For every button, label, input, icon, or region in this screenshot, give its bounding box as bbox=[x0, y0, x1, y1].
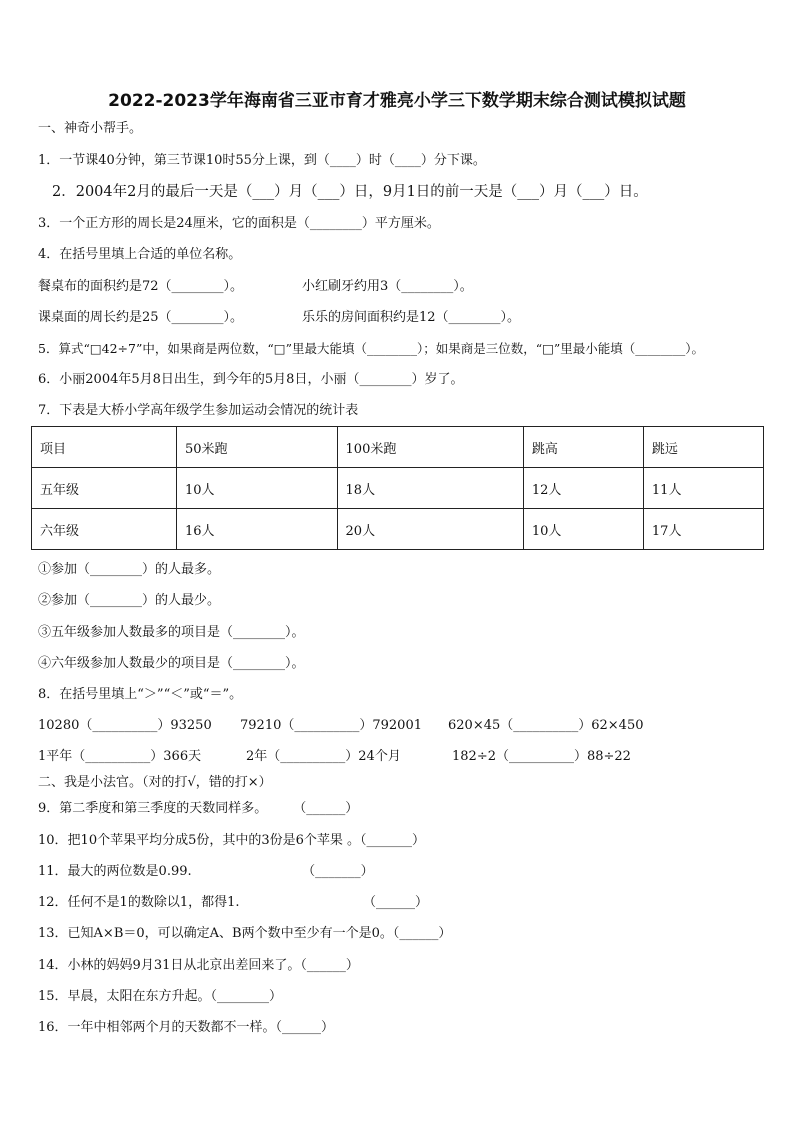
question-7-1: ①参加（________）的人最多。 bbox=[38, 562, 221, 577]
question-3: 3．一个正方形的周长是24厘米，它的面积是（________）平方厘米。 bbox=[38, 216, 440, 231]
question-10: 10．把10个苹果平均分成5份，其中的3份是6个苹果 。（_______） bbox=[38, 833, 426, 848]
question-14: 14．小林的妈妈9月31日从北京出差回来了。（______） bbox=[38, 958, 359, 973]
question-1: 1．一节课40分钟，第三节课10时55分上课，到（____）时（____）分下课。 bbox=[38, 153, 486, 168]
table-header-row bbox=[32, 427, 764, 468]
section-heading-1: 一、神奇小帮手。 bbox=[38, 121, 143, 136]
question-13: 13．已知A×B＝0，可以确定A、B两个数中至少有一个是0。（______） bbox=[38, 926, 452, 941]
question-12: 12．任何不是1的数除以1，都得1. （______） bbox=[38, 895, 428, 910]
question-7-2: ②参加（________）的人最少。 bbox=[38, 593, 221, 608]
question-4b: 小红刷牙约用3（________）。 bbox=[302, 279, 473, 294]
question-4d: 乐乐的房间面积约是12（________）。 bbox=[302, 310, 521, 325]
question-4c: 课桌面的周长约是25（________）。 bbox=[38, 310, 244, 325]
stats-table bbox=[31, 426, 764, 550]
table-cell: 10人 bbox=[523, 509, 643, 550]
table-row bbox=[32, 509, 764, 550]
question-15: 15．早晨，太阳在东方升起。（________） bbox=[38, 989, 283, 1004]
table-cell: 10人 bbox=[177, 468, 338, 509]
table-row bbox=[32, 468, 764, 509]
page-title: 2022-2023学年海南省三亚市育才雅亮小学三下数学期末综合测试模拟试题 bbox=[108, 91, 686, 111]
table-cell: 17人 bbox=[643, 509, 763, 550]
table-cell: 20人 bbox=[337, 509, 523, 550]
table-cell: 12人 bbox=[523, 468, 643, 509]
table-cell: 项目 bbox=[32, 427, 177, 468]
question-16: 16．一年中相邻两个月的天数都不一样。（______） bbox=[38, 1020, 335, 1035]
table-cell: 跳远 bbox=[643, 427, 763, 468]
table-cell: 六年级 bbox=[32, 509, 177, 550]
question-8: 8．在括号里填上“＞”“＜”或“＝”。 bbox=[38, 687, 243, 702]
question-8-item: 79210（__________）792001 bbox=[240, 718, 422, 733]
question-8-item: 10280（__________）93250 bbox=[38, 718, 212, 733]
question-7-4: ④六年级参加人数最少的项目是（________）。 bbox=[38, 656, 305, 671]
question-8-item: 620×45（__________）62×450 bbox=[448, 718, 644, 733]
table-cell: 100米跑 bbox=[337, 427, 523, 468]
question-4: 4．在括号里填上合适的单位名称。 bbox=[38, 247, 242, 262]
question-4a: 餐桌布的面积约是72（________）。 bbox=[38, 279, 244, 294]
question-6: 6．小丽2004年5月8日出生，到今年的5月8日，小丽（________）岁了。 bbox=[38, 372, 464, 387]
question-11: 11．最大的两位数是0.99. （_______） bbox=[38, 864, 374, 879]
question-8-item: 2年（__________）24个月 bbox=[246, 749, 401, 764]
question-2: 2．2004年2月的最后一天是（___）月（___）日，9月1日的前一天是（___）月（___）日。 bbox=[52, 184, 648, 200]
table-cell: 50米跑 bbox=[177, 427, 338, 468]
question-7: 7．下表是大桥小学高年级学生参加运动会情况的统计表 bbox=[38, 403, 359, 418]
table-cell: 16人 bbox=[177, 509, 338, 550]
table-cell: 18人 bbox=[337, 468, 523, 509]
table-cell: 五年级 bbox=[32, 468, 177, 509]
question-5: 5．算式“□42÷7”中，如果商是两位数，“□”里最大能填（________）；如果商是三位数，“□”里最小能填（________）。 bbox=[38, 341, 705, 356]
question-7-3: ③五年级参加人数最多的项目是（________）。 bbox=[38, 625, 305, 640]
question-8-item: 182÷2（__________）88÷22 bbox=[452, 749, 631, 764]
question-9: 9．第二季度和第三季度的天数同样多。 （______） bbox=[38, 801, 359, 816]
question-8-item: 1平年（__________）366天 bbox=[38, 749, 202, 764]
section-heading-2: 二、我是小法官。（对的打√，错的打×） bbox=[38, 775, 272, 790]
table-cell: 跳高 bbox=[523, 427, 643, 468]
table-cell: 11人 bbox=[643, 468, 763, 509]
